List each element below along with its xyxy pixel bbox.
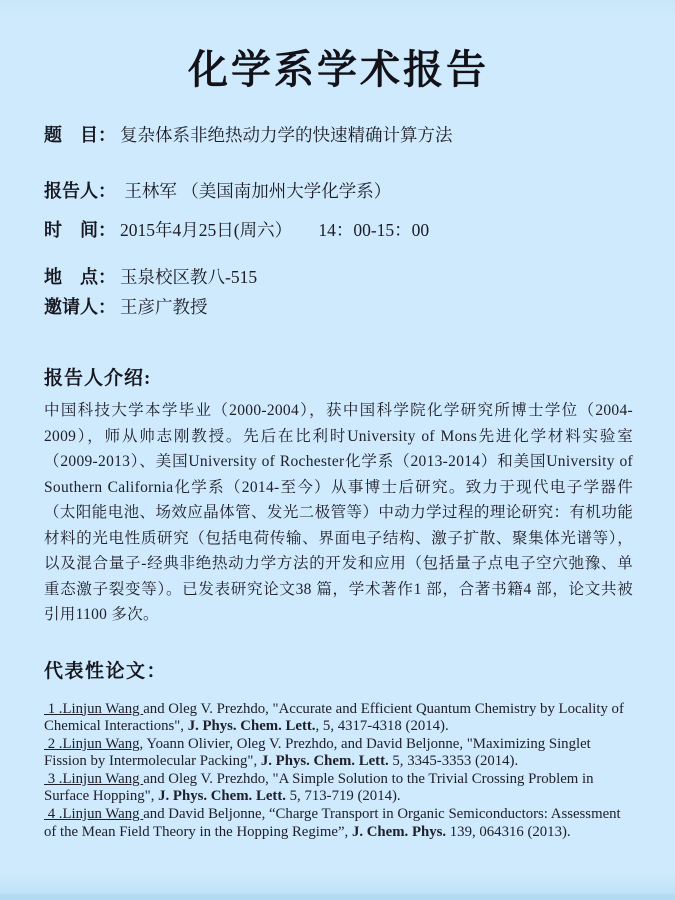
- publication-tail: 5, 3345-3353 (2014).: [388, 753, 519, 770]
- publication-item: [44, 701, 633, 736]
- speaker-label: 报告人：: [44, 181, 116, 201]
- publication-authors: 4 .Linjun Wang: [44, 806, 144, 823]
- publication-tail: 139, 064316 (2013).: [446, 823, 571, 840]
- info-row-speaker: [44, 177, 633, 203]
- publication-authors: 1 .Linjun Wang: [44, 700, 144, 717]
- page-bottom-shade: [0, 894, 675, 900]
- time-label: 时 间：: [44, 220, 116, 240]
- publication-journal: J. Phys. Chem. Lett.: [158, 788, 286, 805]
- host-label: 邀请人：: [44, 297, 116, 317]
- publication-authors: 2 .Linjun Wang: [44, 735, 140, 752]
- topic-label: 题 目：: [44, 125, 116, 145]
- publication-text: and Oleg V. Prezhdo, "Accurate and Efficient Quantum Chemistry by Locality of Chemical Interactions",: [44, 700, 624, 735]
- publications-heading: 代表性论文：: [44, 660, 168, 682]
- host-value: 王彦广教授: [120, 297, 208, 317]
- publication-journal: J. Chem. Phys.: [351, 823, 447, 840]
- info-row-time: [44, 216, 633, 242]
- publication-journal: J. Phys. Chem. Lett.: [187, 718, 316, 735]
- info-row-host: [44, 293, 633, 319]
- publication-tail: 5, 713-719 (2014).: [285, 788, 401, 805]
- publication-tail: , 5, 4317-4318 (2014).: [315, 718, 449, 735]
- publication-text: and David Beljonne, “Charge Transport in Organic Semiconductors: Assessment of the Mean Field Theory in the Hopping Regime”,: [44, 806, 621, 840]
- publication-item: [44, 806, 633, 841]
- publication-authors: 3 .Linjun Wang: [44, 770, 144, 787]
- publication-item: [44, 736, 633, 771]
- publication-text: , Yoann Olivier, Oleg V. Prezhdo, and David Beljonne, "Maximizing Singlet Fission by Intermolecular Packing",: [44, 735, 591, 770]
- time-value: 2015年4月25日(周六） 14：00-15：00: [120, 220, 430, 240]
- info-row-location: [44, 263, 633, 289]
- page-title: 化学系学术报告: [188, 48, 489, 92]
- topic-value: 复杂体系非绝热动力学的快速精确计算方法: [120, 125, 453, 145]
- speaker-intro-text: 中国科技大学本学毕业（2000-2004），获中国科学院化学研究所博士学位（2004-2009），师从帅志刚教授。先后在比利时University of Mons先进化学材料实验室（2009-2013）、美国University of Rochester化学系（2013-2014）和美国University of Southern California化学系（2014-至今）从事博士后研究。致力于现代电子学器件（太阳能电池、场效应晶体管、发光二极管等）中动力学过程的理论研究：有机功能材料的光电性质研究（包括电荷传输、界面电子结构、激子扩散、聚集体光谱等），以及混合量子-经典非绝热动力学方法的开发和应用（包括量子点电子空穴弛豫、单重态激子裂变等）。已发表研究论文38 篇，学术著作1 部，合著书籍4 部，论文共被引用1100 多次。: [44, 402, 633, 623]
- publication-journal: J. Phys. Chem. Lett.: [260, 753, 389, 770]
- publications-list: [44, 701, 633, 842]
- location-label: 地 点：: [44, 267, 116, 287]
- speaker-intro-heading: 报告人介绍:: [44, 368, 152, 389]
- publication-text: and Oleg V. Prezhdo, "A Simple Solution to the Trivial Crossing Problem in Surface Hopping",: [44, 770, 594, 805]
- speaker-value: 王林军 （美国南加州大学化学系）: [120, 181, 392, 201]
- publication-item: [44, 771, 633, 806]
- location-value: 玉泉校区教八-515: [120, 267, 258, 287]
- info-row-topic: [44, 121, 633, 147]
